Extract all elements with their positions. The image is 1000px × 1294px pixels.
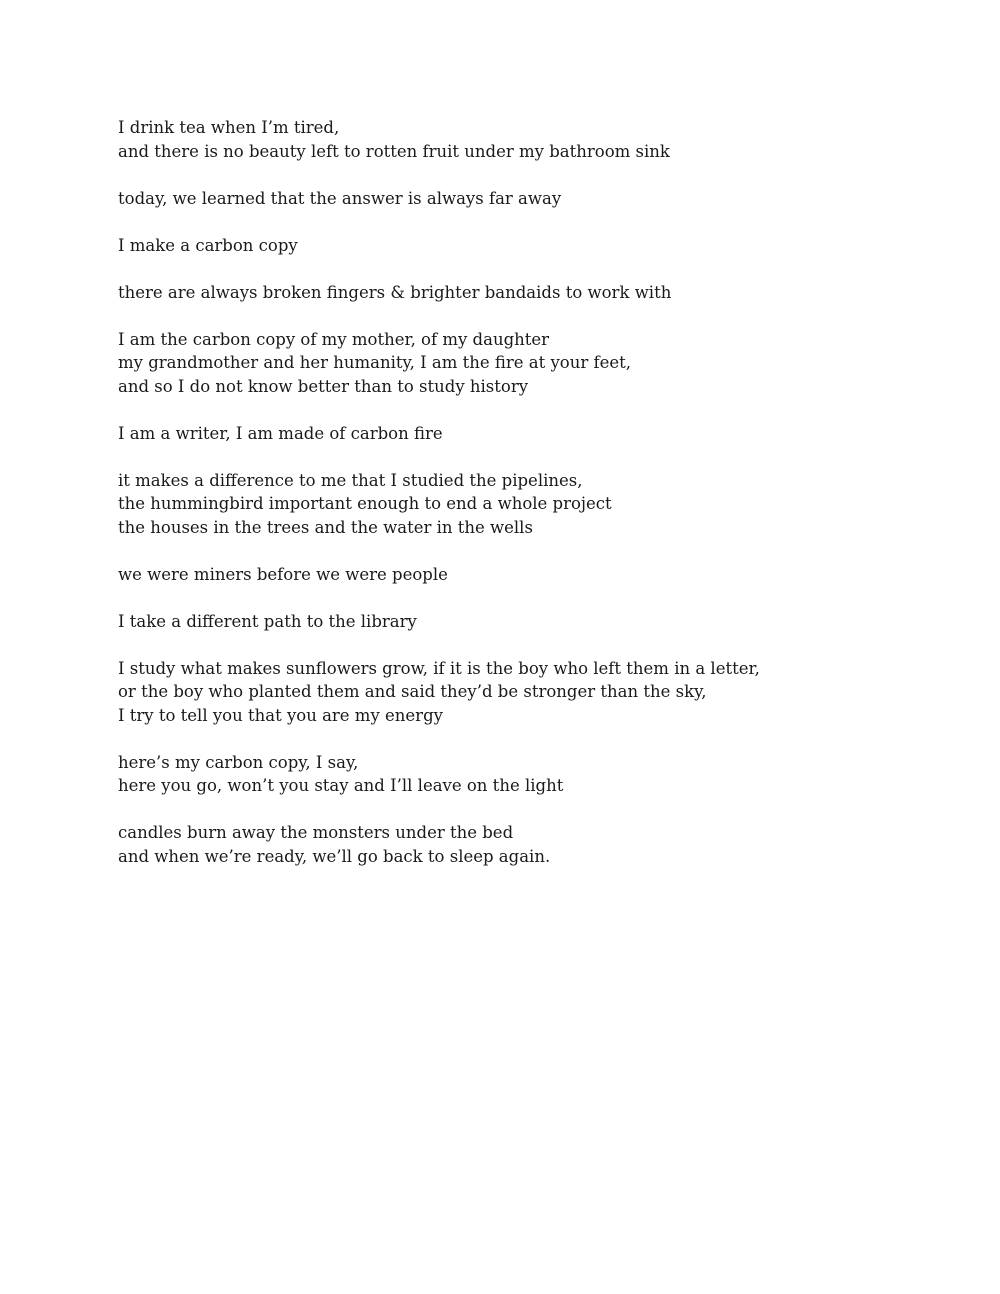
poem-stanza (118, 821, 918, 868)
poem-line: I make a carbon copy (118, 235, 298, 255)
poem-stanza (118, 234, 918, 258)
poem-line: today, we learned that the answer is always far away (118, 188, 562, 208)
poem-stanza (118, 187, 918, 211)
poem-line: here you go, won’t you stay and I’ll leave on the light (118, 776, 564, 795)
poem-stanza (118, 563, 918, 587)
poem-line: the houses in the trees and the water in the wells (118, 517, 533, 537)
poem-stanza (118, 116, 918, 163)
poem-stanza (118, 610, 918, 634)
poem-line: the hummingbird important enough to end a whole project (118, 494, 612, 513)
poem-line: candles burn away the monsters under the bed (118, 823, 514, 842)
poem-stanza (118, 281, 918, 305)
poem-line: my grandmother and her humanity, I am the fire at your feet, (118, 353, 632, 372)
poem-line: I try to tell you that you are my energy (118, 705, 443, 725)
poem-line: it makes a difference to me that I studied the pipelines, (118, 470, 583, 490)
poem-line: here’s my carbon copy, I say, (118, 752, 359, 772)
poem-line: I am the carbon copy of my mother, of my daughter (118, 329, 550, 349)
poem-stanza (118, 328, 918, 399)
poem-stanza (118, 422, 918, 446)
poem-line: I study what makes sunflowers grow, if it is the boy who left them in a letter, (118, 658, 760, 678)
poem-line: there are always broken fingers & brighter bandaids to work with (118, 282, 672, 302)
poem-line: I drink tea when I’m tired, (118, 118, 340, 137)
poem-body (118, 116, 918, 892)
poem-line: and so I do not know better than to study history (118, 376, 529, 396)
poem-line: we were miners before we were people (118, 564, 448, 584)
poem-line: I take a different path to the library (118, 611, 417, 631)
poem-line: I am a writer, I am made of carbon fire (118, 423, 443, 443)
poem-stanza (118, 657, 918, 728)
poem-line: and there is no beauty left to rotten fruit under my bathroom sink (118, 141, 670, 161)
poem-stanza (118, 469, 918, 540)
poem-stanza (118, 751, 918, 798)
poem-line: and when we’re ready, we’ll go back to sleep again. (118, 846, 551, 866)
poem-line: or the boy who planted them and said they’d be stronger than the sky, (118, 682, 707, 701)
